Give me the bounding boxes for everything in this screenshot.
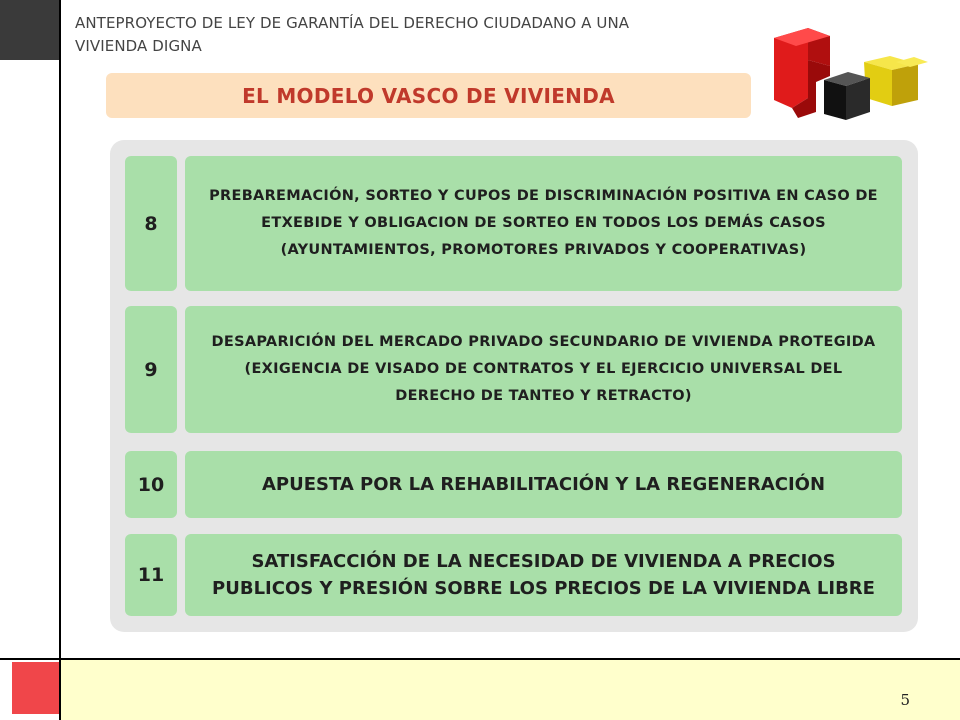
footer-divider-line (0, 658, 960, 660)
item-number: 8 (144, 212, 158, 235)
item-number-box (125, 534, 177, 616)
item-number: 10 (137, 473, 165, 496)
colored-cubes-logo-icon (768, 20, 928, 125)
item-text: SATISFACCIÓN DE LA NECESIDAD DE VIVIENDA A PRECIOS PUBLICOS Y PRESIÓN SOBRE LOS PRECIOS DE LA VIVIENDA LIBRE (212, 551, 875, 599)
footer-bar (61, 660, 960, 720)
sidebar-dark-block (0, 0, 59, 60)
item-text-box (185, 534, 902, 616)
item-number-box (125, 156, 177, 291)
section-title: EL MODELO VASCO DE VIVIENDA (242, 83, 615, 108)
left-divider-line (59, 0, 61, 720)
document-header (75, 12, 735, 58)
header-line-2: VIVIENDA DIGNA (75, 37, 202, 55)
item-number: 11 (137, 564, 165, 586)
item-text-box (185, 451, 902, 518)
footer-red-block (12, 662, 59, 714)
item-number-box (125, 451, 177, 518)
item-text: DESAPARICIÓN DEL MERCADO PRIVADO SECUNDARIO DE VIVIENDA PROTEGIDA (EXIGENCIA DE VISADO DE CONTRATOS Y EL EJERCICIO UNIVERSAL DEL DERECHO DE TANTEO Y RETRACTO) (211, 334, 876, 404)
header-line-1: ANTEPROYECTO DE LEY DE GARANTÍA DEL DERECHO CIUDADANO A UNA (75, 14, 630, 32)
section-title-bar (106, 73, 751, 118)
item-number: 9 (144, 358, 158, 381)
item-text: PREBAREMACIÓN, SORTEO Y CUPOS DE DISCRIMINACIÓN POSITIVA EN CASO DE ETXEBIDE Y OBLIGACION DE SORTEO EN TODOS LOS DEMÁS CASOS (AYUNTAMIENTOS, PROMOTORES PRIVADOS Y COOPERATIVAS) (209, 188, 878, 258)
item-text: APUESTA POR LA REHABILITACIÓN Y LA REGENERACIÓN (261, 474, 826, 495)
item-text-box (185, 156, 902, 291)
page-number: 5 (900, 691, 910, 709)
item-number-box (125, 306, 177, 433)
item-text-box (185, 306, 902, 433)
